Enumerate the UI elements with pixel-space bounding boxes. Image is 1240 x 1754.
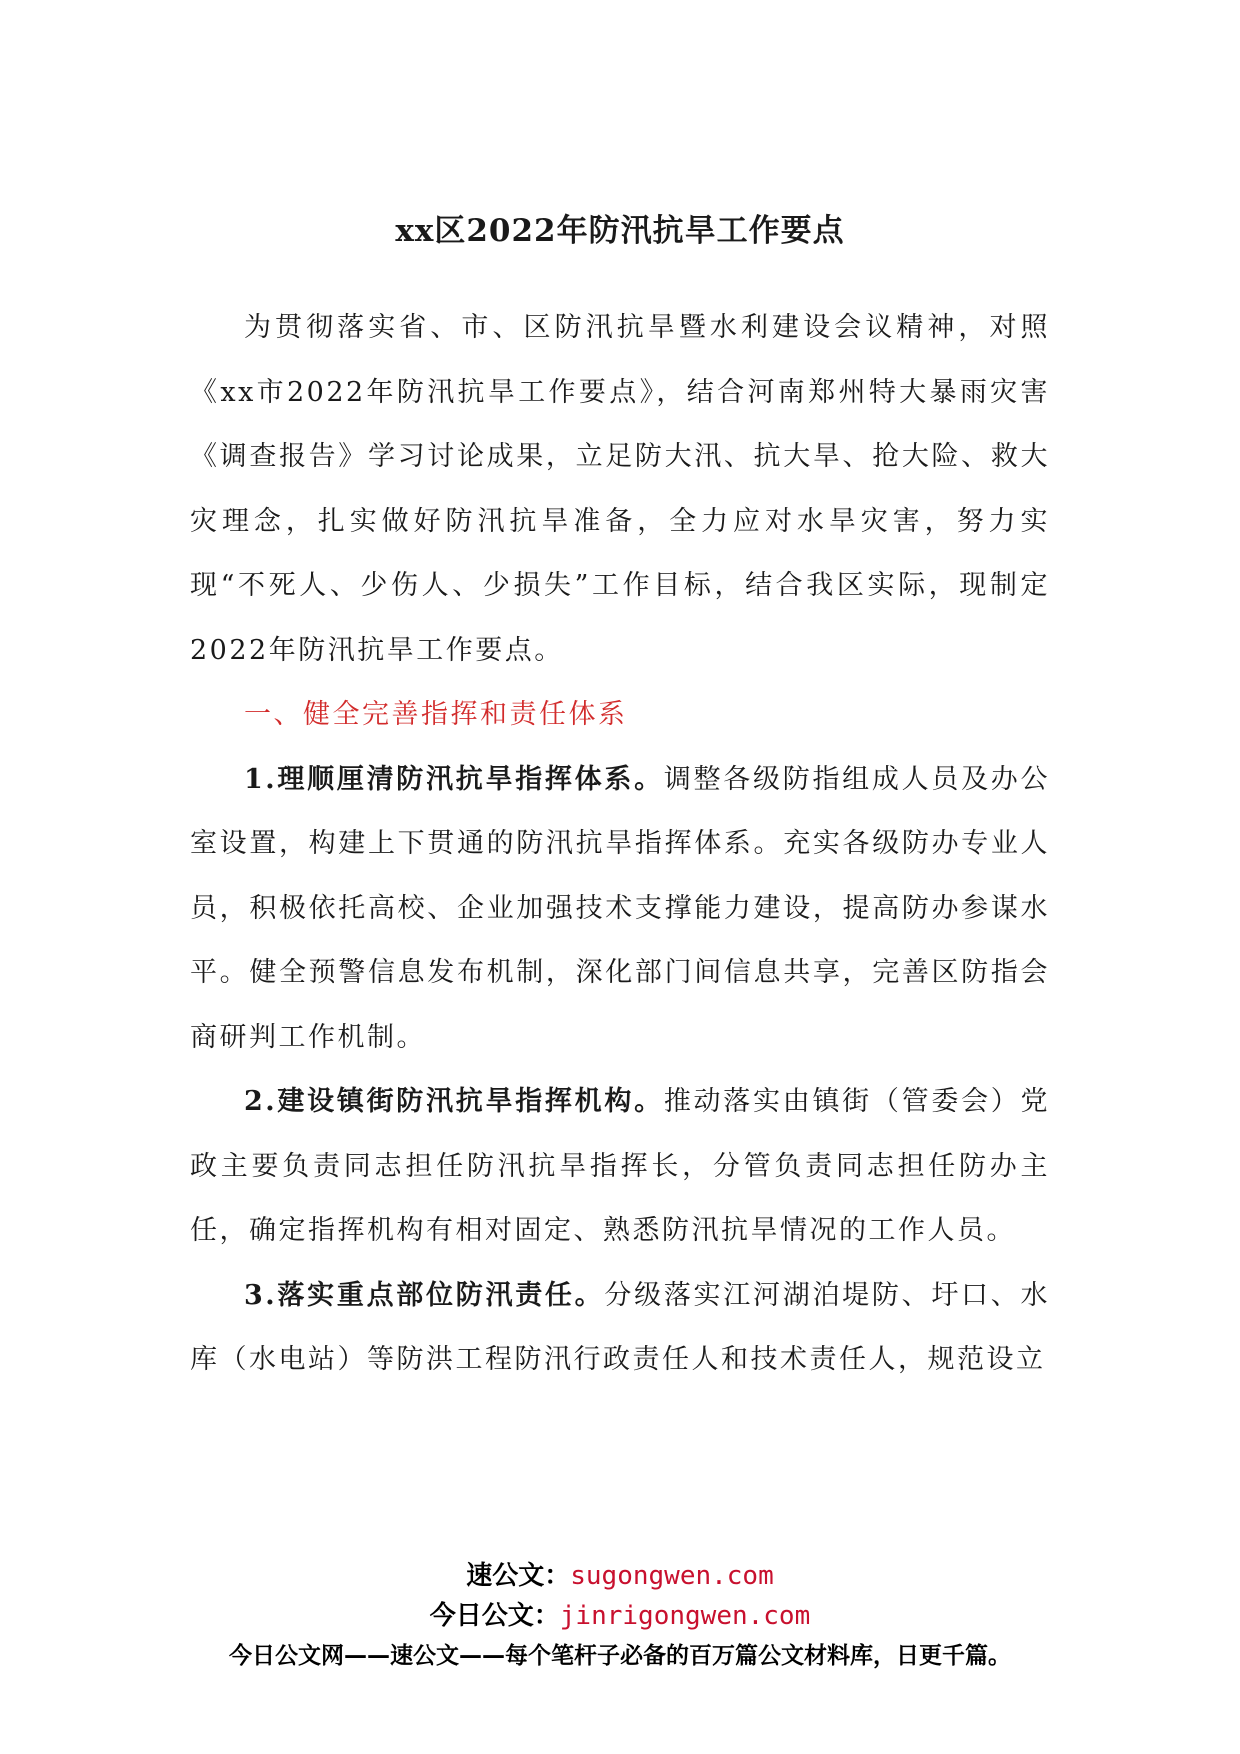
intro-paragraph: 为贯彻落实省、市、区防汛抗旱暨水利建设会议精神，对照《xx市2022年防汛抗旱工作要点》，结合河南郑州特大暴雨灾害《调查报告》学习讨论成果，立足防大汛、抗大旱、抢大险、救大灾理念，扎实做好防汛抗旱准备，全力应对水旱灾害，努力实现“不死人、少伤人、少损失”工作目标，结合我区实际，现制定2022年防汛抗旱工作要点。 — [190, 312, 1050, 666]
footer-line-sugongwen — [0, 1555, 1240, 1592]
list-item — [190, 1264, 1050, 1393]
document-body — [190, 296, 1050, 1393]
sugongwen-link[interactable]: sugongwen.com — [570, 1561, 774, 1591]
item-text: 分级落实江河湖泊堤防、圩口、水库（水电站）等防洪工程防汛行政责任人和技术责任人，规范设立 — [190, 1279, 1051, 1375]
list-item — [190, 1070, 1050, 1264]
section-heading: 一、健全完善指挥和责任体系 — [244, 699, 628, 730]
document-title: xx区2022年防汛抗旱工作要点 — [395, 213, 845, 249]
footer-label: 今日公文： — [429, 1601, 560, 1631]
item-text: 推动落实由镇街（管委会）党政主要负责同志担任防汛抗旱指挥长，分管负责同志担任防办主任，确定指挥机构有相对固定、熟悉防汛抗旱情况的工作人员。 — [190, 1086, 1051, 1246]
footer-label: 速公文： — [466, 1561, 571, 1591]
footer-line-jinrigongwen — [0, 1595, 1240, 1632]
footer-slogan: 今日公文网——速公文——每个笔杆子必备的百万篇公文材料库，日更千篇。 — [229, 1643, 1011, 1669]
jinrigongwen-link[interactable]: jinrigongwen.com — [559, 1601, 811, 1631]
item-heading: 3.落实重点部位防汛责任。 — [244, 1279, 605, 1311]
item-heading: 1.理顺厘清防汛抗旱指挥体系。 — [244, 763, 664, 795]
list-item — [190, 748, 1050, 1071]
item-text: 调整各级防指组成人员及办公室设置，构建上下贯通的防汛抗旱指挥体系。充实各级防办专业人员，积极依托高校、企业加强技术支撑能力建设，提高防办参谋水平。健全预警信息发布机制，深化部门间信息共享，完善区防指会商研判工作机制。 — [190, 763, 1051, 1053]
item-heading: 2.建设镇街防汛抗旱指挥机构。 — [244, 1086, 664, 1117]
